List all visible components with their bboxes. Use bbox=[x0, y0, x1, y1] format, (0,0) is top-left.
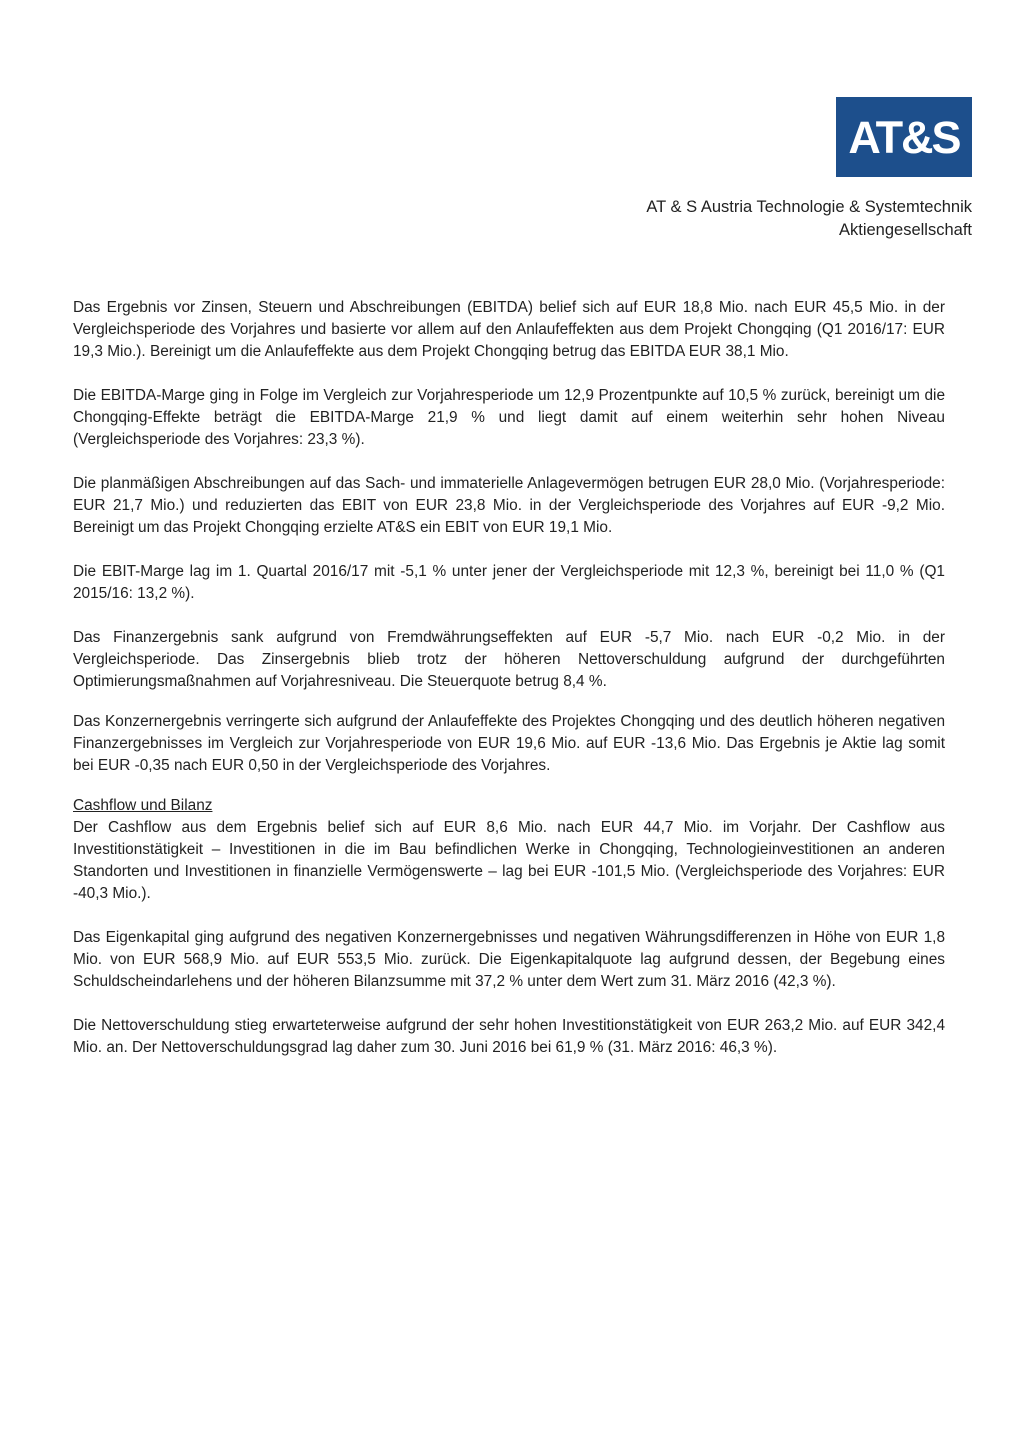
paragraph-ebitda-margin: Die EBITDA-Marge ging in Folge im Vergleich zur Vorjahresperiode um 12,9 Prozentpunkte auf 10,5 % zurück, bereinigt um die Chongqing-Effekte beträgt die EBITDA-Marge 21,9 % und liegt damit auf einem weiterhin sehr hohen Niveau (Vergleichsperiode des Vorjahres: 23,3 %). bbox=[73, 387, 945, 448]
company-name-line-2: Aktiengesellschaft bbox=[839, 221, 972, 239]
document-body bbox=[73, 297, 945, 1081]
paragraph-group-result: Das Konzernergebnis verringerte sich aufgrund der Anlaufeffekte des Projektes Chongqing und des deutlich höheren negativen Finanzergebnisses im Vergleich zur Vorjahresperiode von EUR 19,6 Mio. auf EUR -13,6 Mio. Das Ergebnis je Aktie lag somit bei EUR -0,35 nach EUR 0,50 in der Vergleichsperiode des Vorjahres. bbox=[73, 713, 945, 774]
paragraph-cashflow: Der Cashflow aus dem Ergebnis belief sich auf EUR 8,6 Mio. nach EUR 44,7 Mio. im Vorjahr. Der Cashflow aus Investitionstätigkeit – Investitionen in die im Bau befindlichen Werke in Chongqing, Technologieinvestitionen an anderen Standorten und Investitionen in finanzielle Vermögenswerte – lag bei EUR -101,5 Mio. (Vergleichsperiode des Vorjahres: EUR -40,3 Mio.). bbox=[73, 819, 945, 902]
logo-text: AT&S bbox=[848, 111, 960, 163]
company-logo bbox=[836, 97, 972, 177]
section-heading-cashflow: Cashflow und Bilanz bbox=[73, 797, 213, 814]
paragraph-financial-result: Das Finanzergebnis sank aufgrund von Fremdwährungseffekten auf EUR -5,7 Mio. nach EUR -0,2 Mio. in der Vergleichsperiode. Das Zinsergebnis blieb trotz der höheren Nettoverschuldung aufgrund der durchgeführten Optimierungsmaßnahmen auf Vorjahresniveau. Die Steuerquote betrug 8,4 %. bbox=[73, 629, 945, 690]
paragraph-equity: Das Eigenkapital ging aufgrund des negativen Konzernergebnisses und negativen Währungsdifferenzen in Höhe von EUR 1,8 Mio. von EUR 568,9 Mio. auf EUR 553,5 Mio. zurück. Die Eigenkapitalquote lag aufgrund dessen, der Begebung eines Schuldscheindarlehens und der höheren Bilanzsumme mit 37,2 % unter dem Wert zum 31. März 2016 (42,3 %). bbox=[73, 929, 945, 990]
paragraph-ebit-margin: Die EBIT-Marge lag im 1. Quartal 2016/17 mit -5,1 % unter jener der Vergleichsperiode mit 12,3 %, bereinigt bei 11,0 % (Q1 2015/16: 13,2 %). bbox=[73, 563, 945, 602]
paragraph-depreciation: Die planmäßigen Abschreibungen auf das Sach- und immaterielle Anlagevermögen betrugen EUR 28,0 Mio. (Vorjahresperiode: EUR 21,7 Mio.) und reduzierten das EBIT von EUR 23,8 Mio. in der Vergleichsperiode des Vorjahres auf EUR -9,2 Mio. Bereinigt um das Projekt Chongqing erzielte AT&S ein EBIT von EUR 19,1 Mio. bbox=[73, 475, 945, 536]
company-name-block bbox=[646, 196, 972, 242]
paragraph-net-debt: Die Nettoverschuldung stieg erwarteterweise aufgrund der sehr hohen Investitionstätigkeit von EUR 263,2 Mio. auf EUR 342,4 Mio. an. Der Nettoverschuldungsgrad lag daher zum 30. Juni 2016 bei 61,9 % (31. März 2016: 46,3 %). bbox=[73, 1017, 945, 1056]
company-name-line-1: AT & S Austria Technologie & Systemtechnik bbox=[646, 198, 972, 216]
paragraph-ebitda: Das Ergebnis vor Zinsen, Steuern und Abschreibungen (EBITDA) belief sich auf EUR 18,8 Mio. nach EUR 45,5 Mio. in der Vergleichsperiode des Vorjahres und basierte vor allem auf den Anlaufeffekten aus dem Projekt Chongqing (Q1 2016/17: EUR 19,3 Mio.). Bereinigt um die Anlaufeffekte aus dem Projekt Chongqing betrug das EBITDA EUR 38,1 Mio. bbox=[73, 299, 945, 360]
